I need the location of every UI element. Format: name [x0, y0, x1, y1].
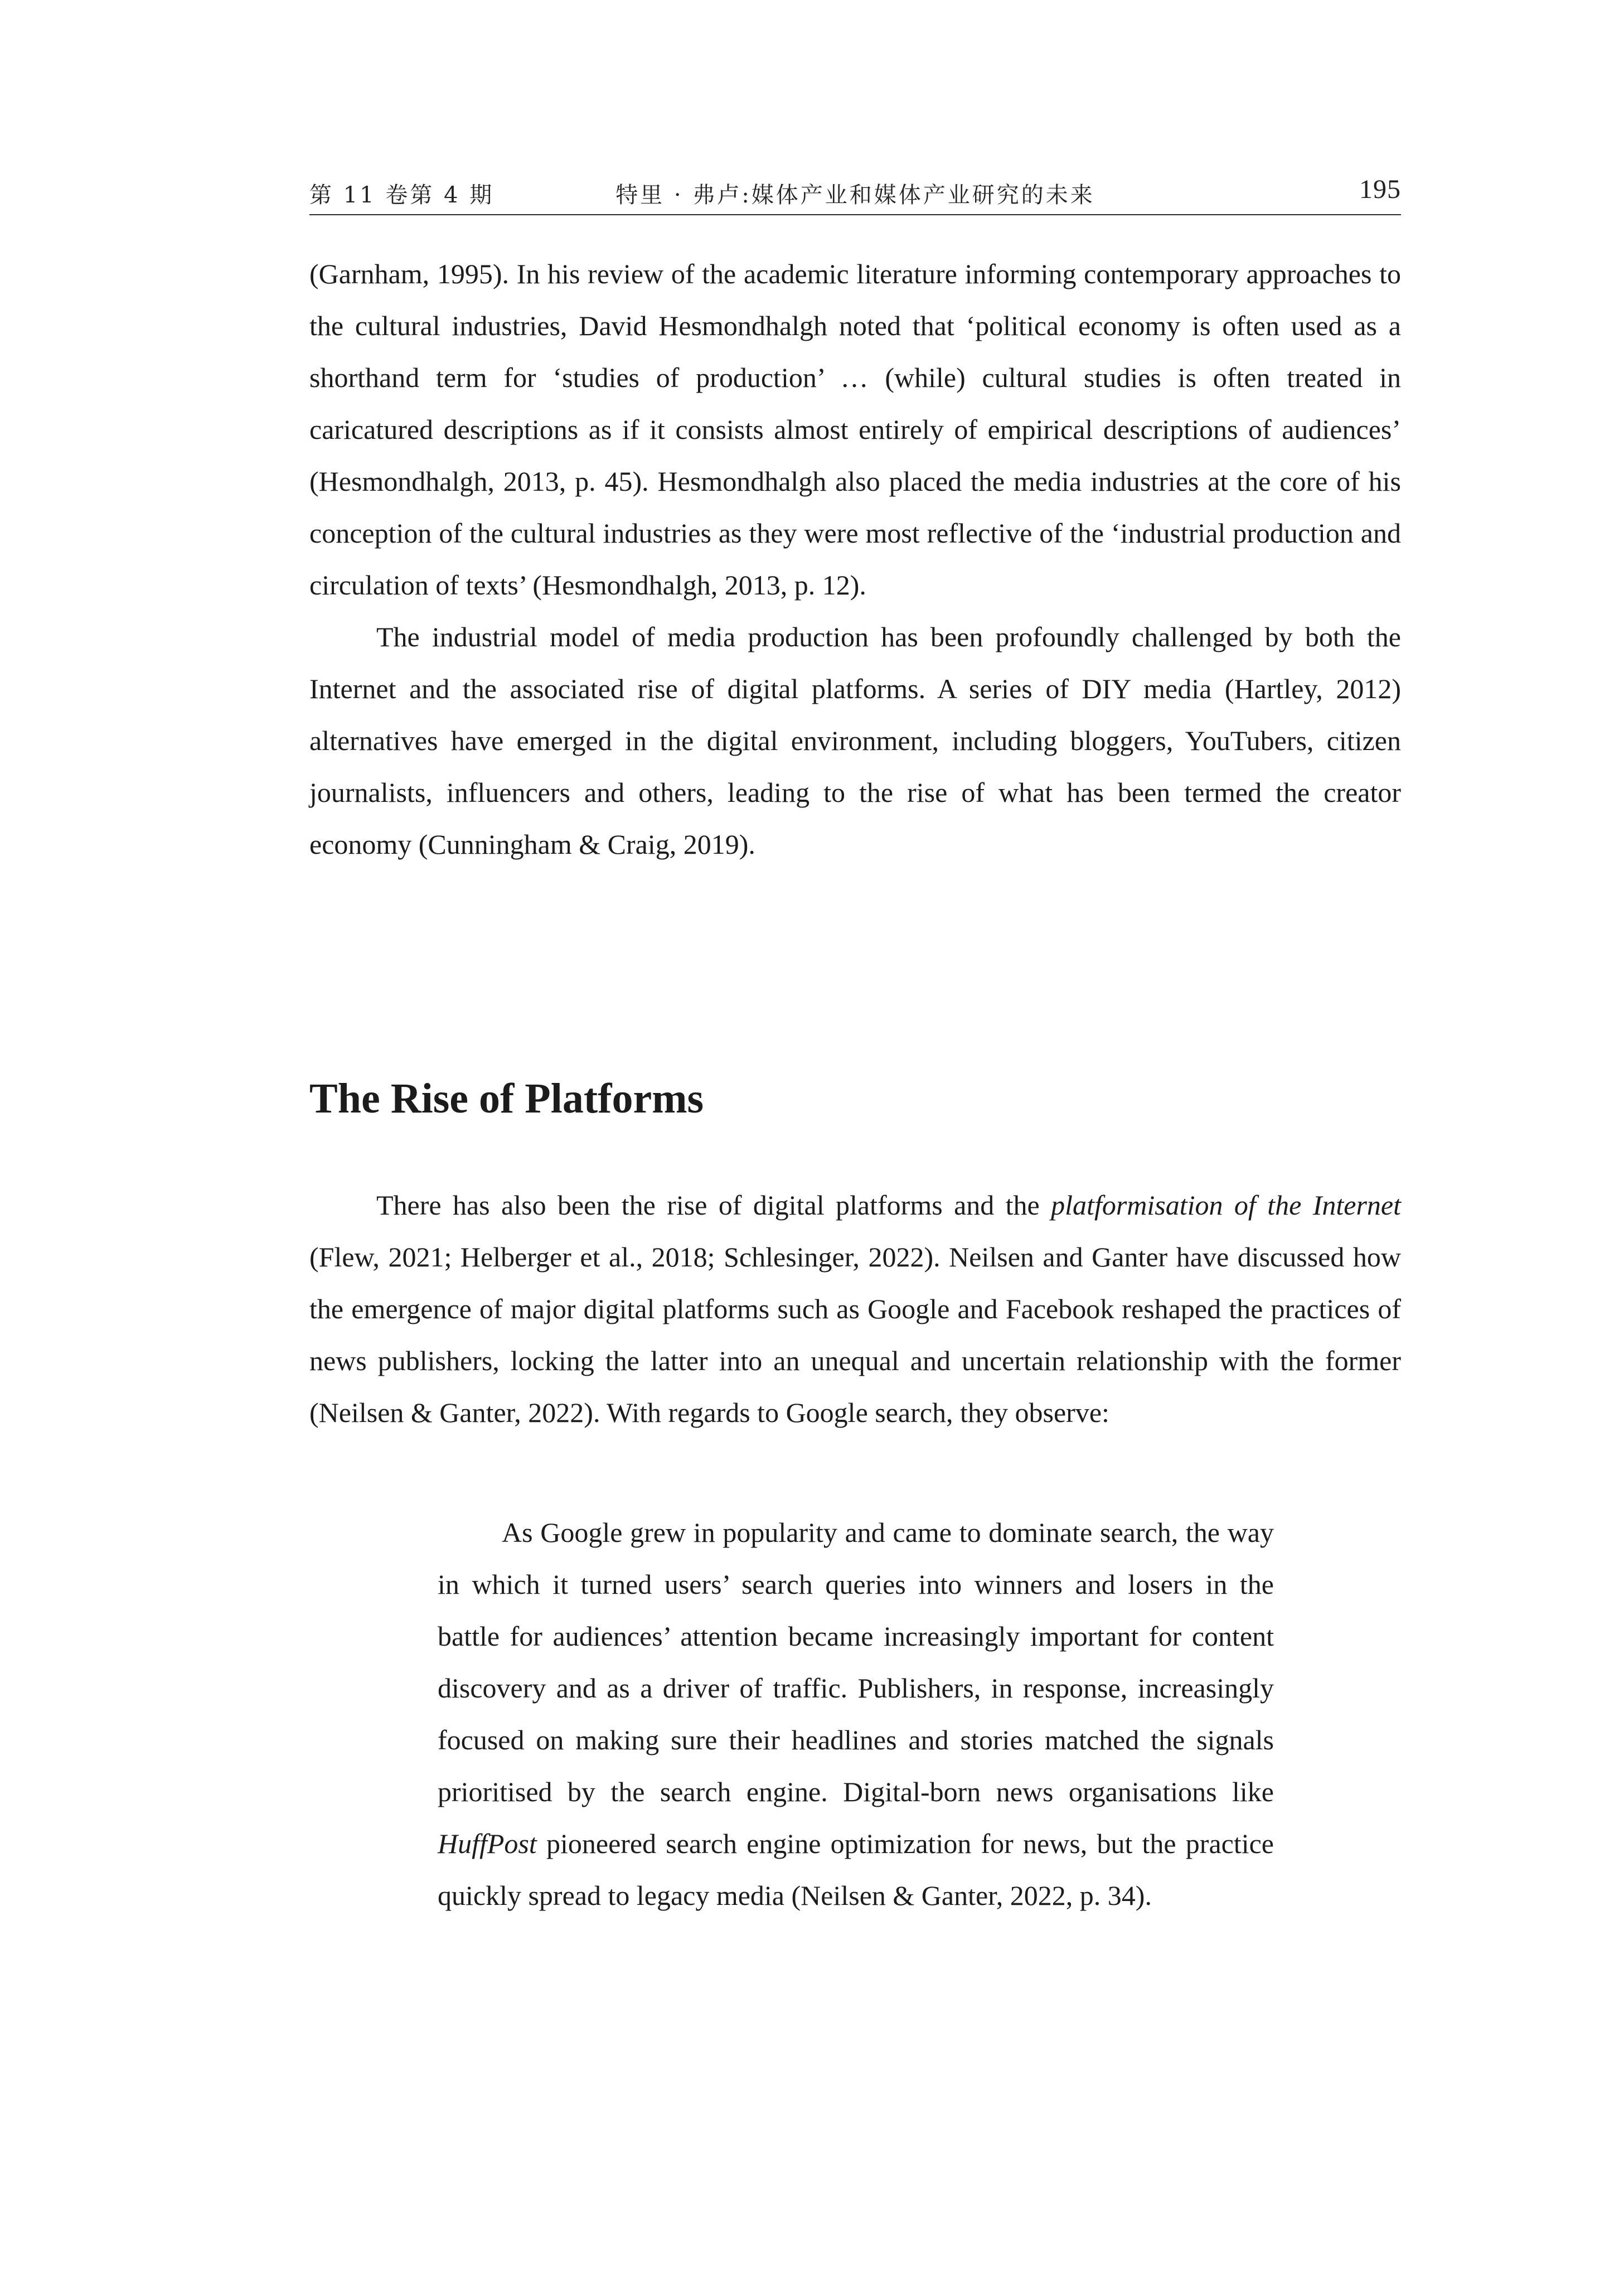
paragraph-platformisation — [309, 1179, 1401, 1439]
journal-page — [309, 0, 1401, 2283]
body-text-top — [309, 248, 1401, 870]
block-quote-paragraph — [438, 1507, 1274, 1922]
section-heading: The Rise of Platforms — [309, 1075, 704, 1122]
quote-text-end: pioneered search engine optimization for news, but the practice quickly spread to legacy media (Neilsen & Ganter, 2022, p. 34). — [438, 1828, 1274, 1911]
journal-volume-issue: 第 11 卷第 4 期 — [309, 182, 495, 208]
platformisation-term: platformisation of the Internet — [1051, 1189, 1401, 1221]
paragraph-garnham-hesmondhalgh: (Garnham, 1995). In his review of the academic literature informing contemporary approaches to the cultural industries, David Hesmondhalgh noted that ‘political economy is often used as a shorthand term for ‘studies of production’ … (while) cultural studies is often treated in caricatured descriptions as if it consists almost entirely of empirical descriptions of audiences’ (Hesmondhalgh, 2013, p. 45). Hesmondhalgh also placed the media industries at the core of his conception of the cultural industries as they were most reflective of the ‘industrial production and circulation of texts’ (Hesmondhalgh, 2013, p. 12). — [309, 258, 1401, 601]
running-header — [309, 174, 1401, 215]
block-quote — [438, 1507, 1274, 1922]
paragraph-industrial-model: The industrial model of media production has been profoundly challenged by both the Internet and the associated rise of digital platforms. A series of DIY media (Hartley, 2012) alternatives have emerged in the digital environment, including bloggers, YouTubers, citizen journalists, influencers and others, leading to the rise of what has been termed the creator economy (Cunningham & Craig, 2019). — [309, 621, 1401, 860]
platformisation-text-start: There has also been the rise of digital platforms and the — [376, 1189, 1051, 1221]
quote-text-start: As Google grew in popularity and came to dominate search, the way in which it turned users’ search queries into winners and losers in the battle for audiences’ attention became increasingly important for content discovery and as a driver of traffic. Publishers, in response, increasingly focused on making sure their headlines and stories matched the signals prioritised by the search engine. Digital-born news organisations like — [438, 1517, 1274, 1807]
platformisation-text-end: (Flew, 2021; Helberger et al., 2018; Schlesinger, 2022). Neilsen and Ganter have discussed how the emergence of major digital platforms such as Google and Facebook reshaped the practices of news publishers, locking the latter into an unequal and uncertain relationship with the former (Neilsen & Ganter, 2022). With regards to Google search, they observe: — [309, 1241, 1401, 1428]
page-number: 195 — [1359, 175, 1401, 204]
huffpost-title: HuffPost — [438, 1828, 537, 1859]
running-title: 特里 · 弗卢:媒体产业和媒体产业研究的未来 — [615, 182, 1095, 208]
body-text-platforms — [309, 1179, 1401, 1439]
